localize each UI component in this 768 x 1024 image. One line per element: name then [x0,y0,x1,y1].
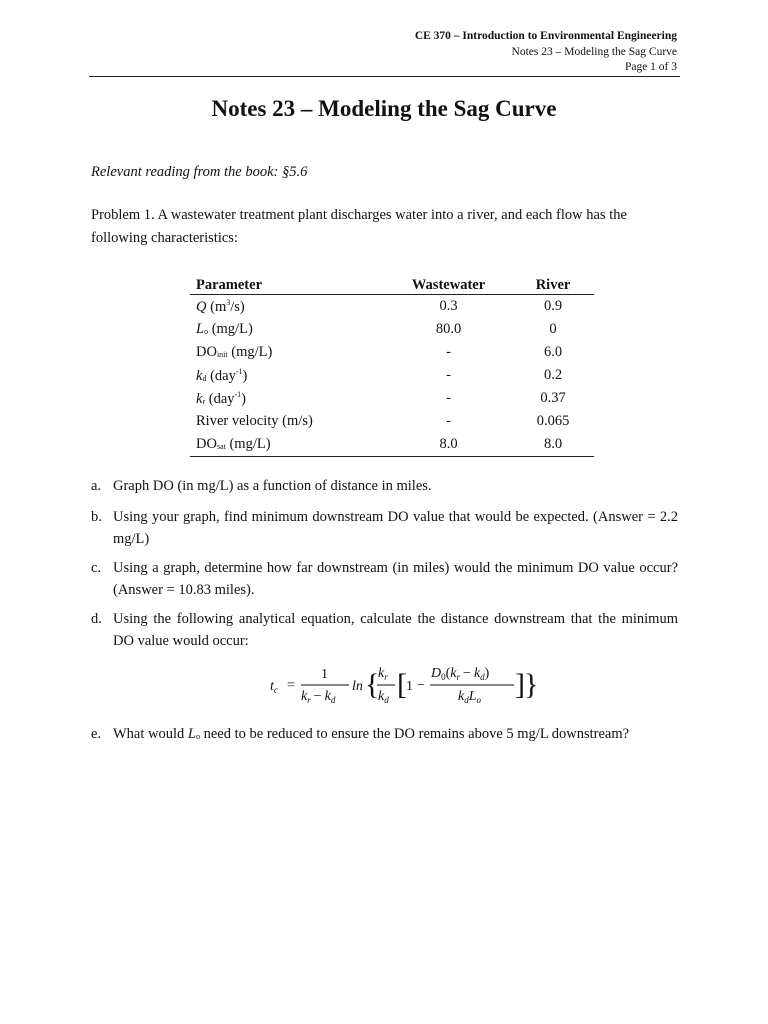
parameter-cell: $DO_{sat}$ (mg/L) [190,433,385,457]
page-number: Page 1 of 3 [624,61,677,73]
eq-kr-over: $k_r$ [378,666,388,682]
river-cell: 0.9 [543,298,563,314]
river-cell: 0.2 [543,367,563,383]
table-row [190,318,594,341]
question-label: e. [91,726,102,742]
question-text: Using a graph, determine how far downstream (in miles) would the minimum DO value occur? (Answer = 10.83 miles). [113,560,678,598]
column-header-river: River [512,270,594,295]
table-row [190,387,594,410]
eq-minus: − [417,678,425,693]
parameter-cell: River velocity (m/s) [196,413,313,429]
question-label: d. [91,611,102,627]
table-row [190,410,594,433]
parameter-cell: $k_d$ (day$^{-1}$) [196,366,248,384]
river-cell: 6.0 [543,344,563,360]
eq-right-brace: } [524,668,538,701]
notes-title: Notes 23 – Modeling the Sag Curve [511,45,677,58]
column-header-wastewater: Wastewater [385,270,512,295]
table-header-row [190,270,594,295]
parameter-cell: $L_o$ (mg/L) [196,321,253,337]
question-d [91,609,678,652]
river-cell: 0.065 [536,413,570,429]
question-c [91,558,678,601]
wastewater-cell: - [446,390,451,406]
river-cell: 8.0 [512,433,594,457]
parameter-cell: $k_r$ (day$^{-1}$) [196,389,247,407]
eq-kr-minus-kd: $k_r - k_d$ [301,689,336,705]
page-title: Notes 23 – Modeling the Sag Curve [211,96,557,121]
eq-numerator: $D_0(k_r - k_d)$ [431,666,490,682]
river-cell: 0.37 [540,390,566,406]
wastewater-cell: - [446,413,451,429]
table-row [190,364,594,387]
problem-statement: Problem 1. A wastewater treatment plant discharges water into a river, and each flow has the following characteristics: [91,207,627,246]
question-text: What would $L_o$ need to be reduced to ensure the DO remains above 5 mg/L downstream? [113,726,630,742]
question-e [91,724,678,748]
table-row [190,295,594,319]
question-text: Using your graph, find minimum downstream DO value that would be expected. (Answer = 2.2 mg/L) [113,509,678,547]
table-row [190,341,594,364]
eq-one: 1 [406,679,413,694]
critical-time-equation [268,661,538,705]
parameters-table [190,270,594,457]
question-label: b. [91,509,102,525]
wastewater-cell: - [446,367,451,383]
question-label: a. [91,478,102,494]
eq-ln: ln [352,679,363,694]
eq-equals: = [287,678,295,693]
running-header [415,29,677,76]
river-cell: 0 [549,321,557,337]
eq-tc: $t_c$ [270,679,278,695]
question-text: Graph DO (in mg/L) as a function of distance in miles. [113,478,432,494]
question-text: Using the following analytical equation, calculate the distance downstream that the minimum DO value would occur: [113,611,678,649]
parameter-cell: $DO_{init}$ (mg/L) [196,344,273,360]
reading-reference: Relevant reading from the book: §5.6 [91,164,308,180]
eq-kd-under: $k_d$ [378,689,389,705]
header-divider [89,76,680,77]
wastewater-cell: 8.0 [385,433,512,457]
column-header-parameter: Parameter [190,270,385,295]
question-b [91,507,678,550]
wastewater-cell: 0.3 [439,298,458,314]
question-a [91,476,678,498]
eq-left-bracket: [ [397,668,407,701]
eq-denominator: $k_dL_o$ [458,689,482,705]
parameter-cell: Q $(m^3/s)$ [196,297,245,315]
wastewater-cell: 80.0 [435,321,462,337]
eq-left-brace: { [365,668,380,701]
eq-right-bracket: ] [515,668,525,701]
table-row [190,433,594,457]
wastewater-cell: - [446,344,451,360]
question-label: c. [91,560,102,576]
eq-numerator-one: 1 [321,667,328,682]
course-title: CE 370 – Introduction to Environmental Engineering [414,30,677,42]
